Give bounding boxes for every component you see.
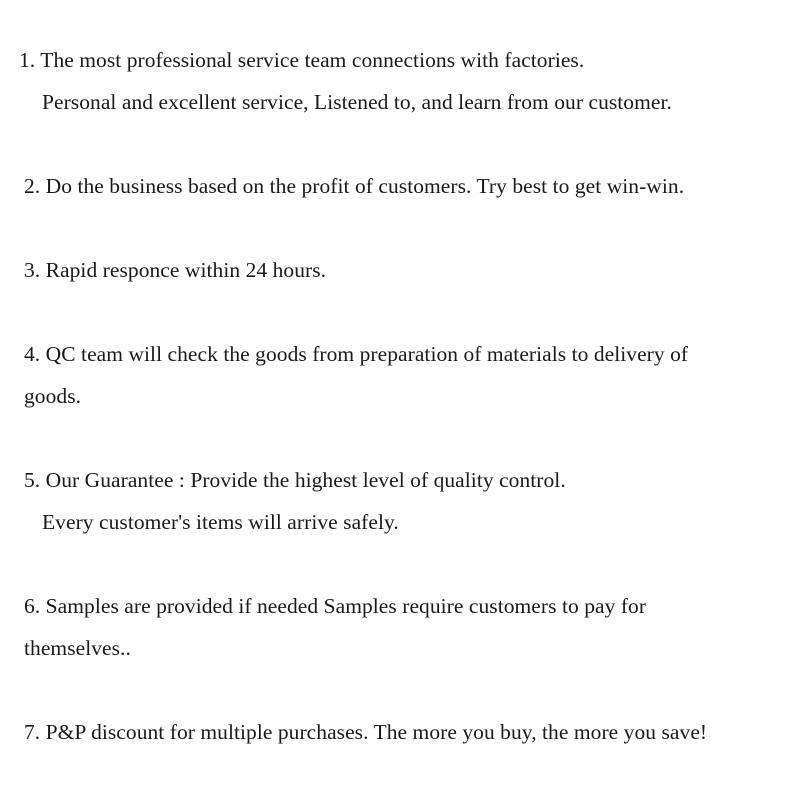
item-1-line-2: Personal and excellent service, Listened to, and learn from our customer. [42, 90, 672, 114]
item-4-line-1: 4. QC team will check the goods from preparation of materials to delivery of [24, 342, 689, 366]
item-6-line-2: themselves.. [24, 636, 131, 660]
item-7-line-1: 7. P&P discount for multiple purchases. The more you buy, the more you save! [24, 720, 708, 744]
item-4-line-2: goods. [24, 384, 82, 408]
item-6-line-1: 6. Samples are provided if needed Samples require customers to pay for [24, 594, 647, 618]
item-3-line-1: 3. Rapid responce within 24 hours. [24, 258, 327, 282]
item-5-line-2: Every customer's items will arrive safely. [42, 510, 399, 534]
item-2-line-1: 2. Do the business based on the profit of customers. Try best to get win-win. [24, 174, 685, 198]
item-5-line-1: 5. Our Guarantee : Provide the highest level of quality control. [24, 468, 566, 492]
item-1-line-1: 1. The most professional service team connections with factories. [19, 48, 585, 72]
